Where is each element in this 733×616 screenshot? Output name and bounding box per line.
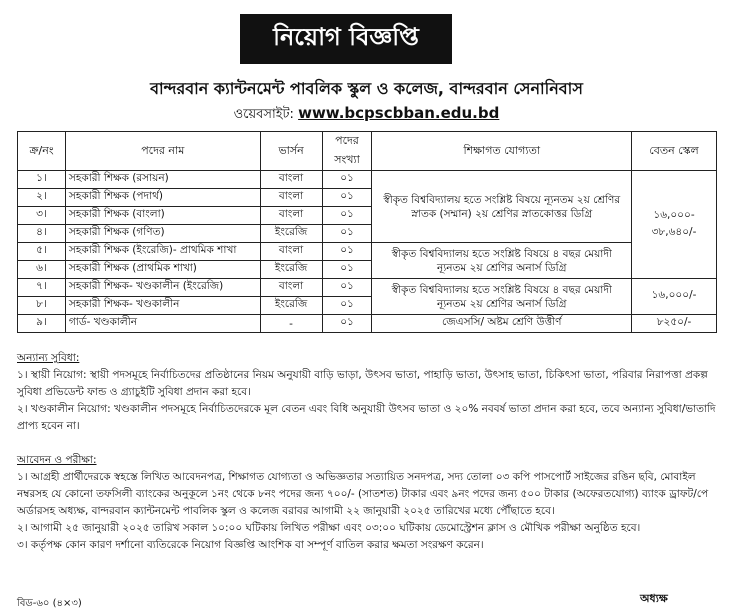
- table-row: [18, 243, 717, 261]
- qualification-cell: জেএসসি/ অষ্টম শ্রেণি উত্তীর্ণ: [372, 315, 632, 333]
- count-cell: ০১: [322, 315, 372, 333]
- version-cell: বাংলা: [260, 279, 322, 297]
- notice-title: নিয়োগ বিজ্ঞপ্তি: [240, 14, 452, 64]
- pay-scale-cell: ৮২৫০/-: [632, 315, 717, 333]
- header-version: ভার্সন: [260, 132, 322, 171]
- serial-cell: ৭।: [18, 279, 66, 297]
- organization-name: বান্দরবান ক্যান্টনমেন্ট পাবলিক স্কুল ও কলেজ, বান্দরবান সেনানিবাস: [150, 79, 583, 98]
- serial-cell: ৫।: [18, 243, 66, 261]
- count-cell: ০১: [322, 225, 372, 243]
- serial-cell: ৪।: [18, 225, 66, 243]
- post-cell: সহকারী শিক্ষক (প্রাথমিক শাখা): [65, 261, 260, 279]
- application-item: ১। আগ্রহী প্রার্থীদেরকে স্বহস্তে লিখিত আবেদনপত্র, শিক্ষাগত যোগ্যতা ও অভিজ্ঞতার সত্যায়িত সনদপত্র, সদ্য তোলা ০৩ কপি পাসপোর্ট সাইজের রঙিন ছবি, মোবাইল নম্বরসহ যে কোনো তফসিলী ব্যাংকের অনুকূলে ১নং থেকে ৮নং পদের জন্য ৭০০/- (সাতশত) টাকার এবং ৯নং পদের জন্য ৫০০ টাকার (অফেরতযোগ্য) ব্যাংক ড্রাফট/পে অর্ডারসহ অধ্যক্ষ, বান্দরবান ক্যান্টনমেন্ট পাবলিক স্কুল ও কলেজ বরাবর আগামী ২২ জানুয়ারী ২০২৫ তারিখের মধ্যে পৌঁছাতে হবে।: [17, 471, 709, 517]
- serial-cell: ৯।: [18, 315, 66, 333]
- version-cell: ইংরেজি: [260, 261, 322, 279]
- header-post-name: পদের নাম: [65, 132, 260, 171]
- qualification-cell: স্বীকৃত বিশ্ববিদ্যালয় হতে সংশ্লিষ্ট বিষয়ে ন্যূনতম ২য় শ্রেণির স্নাতক (সম্মান) ২য় শ্রেণির স্নাতকোত্তর ডিগ্রি: [372, 171, 632, 243]
- version-cell: -: [260, 315, 322, 333]
- benefit-item: ২। খণ্ডকালীন নিয়োগ: খণ্ডকালীন পদসমূহে নির্বাচিতদেরকে মূল বেতন এবং বিধি অনুযায়ী উৎসব ভাতা ও ২০% নববর্ষ ভাতা প্রদান করা হবে, তবে অন্যান্য সুবিধা/ভাতাদি প্রাপ্য হবেন না।: [17, 403, 716, 432]
- pay-scale-cell: ১৬,০০০- ৩৮,৬৪০/-: [632, 171, 717, 279]
- post-cell: সহকারী শিক্ষক (গণিত): [65, 225, 260, 243]
- post-cell: সহকারী শিক্ষক (ইংরেজি)- প্রাথমিক শাখা: [65, 243, 260, 261]
- count-cell: ০১: [322, 171, 372, 189]
- application-section: [17, 452, 717, 554]
- serial-cell: ৬।: [18, 261, 66, 279]
- other-benefits-heading: অন্যান্য সুবিধা:: [17, 352, 80, 364]
- header-serial: ক্র/নং: [18, 132, 66, 171]
- count-cell: ০১: [322, 279, 372, 297]
- count-cell: ০১: [322, 189, 372, 207]
- count-cell: ০১: [322, 207, 372, 225]
- version-cell: বাংলা: [260, 207, 322, 225]
- notice-code: বিড-৬০ (৪×৩): [17, 598, 82, 609]
- pay-scale-cell: ১৬,০০০/-: [632, 279, 717, 315]
- posts-table: [17, 131, 717, 333]
- count-cell: ০১: [322, 243, 372, 261]
- serial-cell: ৮।: [18, 297, 66, 315]
- version-cell: বাংলা: [260, 189, 322, 207]
- table-row: [18, 315, 717, 333]
- website-line: [0, 104, 733, 126]
- header-qualification: শিক্ষাগত যোগ্যতা: [372, 132, 632, 171]
- website-label: ওয়েবসাইট:: [233, 107, 294, 122]
- post-cell: সহকারী শিক্ষক (পদার্থ): [65, 189, 260, 207]
- application-heading: আবেদন ও পরীক্ষা:: [17, 454, 97, 466]
- post-cell: সহকারী শিক্ষক- খণ্ডকালীন (ইংরেজি): [65, 279, 260, 297]
- qualification-cell: স্বীকৃত বিশ্ববিদ্যালয় হতে সংশ্লিষ্ট বিষয়ে ৪ বছর মেয়াদী ন্যূনতম ২য় শ্রেণির অনার্স ডিগ্রি: [372, 243, 632, 279]
- qualification-cell: স্বীকৃত বিশ্ববিদ্যালয় হতে সংশ্লিষ্ট বিষয়ে ৪ বছর মেয়াদী ন্যূনতম ২য় শ্রেণির অনার্স ডিগ্রি: [372, 279, 632, 315]
- post-cell: সহকারী শিক্ষক- খণ্ডকালীন: [65, 297, 260, 315]
- signature-label: অধ্যক্ষ: [640, 592, 668, 605]
- serial-cell: ৩।: [18, 207, 66, 225]
- post-cell: গার্ড- খণ্ডকালীন: [65, 315, 260, 333]
- post-cell: সহকারী শিক্ষক (বাংলা): [65, 207, 260, 225]
- version-cell: ইংরেজি: [260, 225, 322, 243]
- version-cell: বাংলা: [260, 171, 322, 189]
- application-item: ২। আগামী ২৫ জানুয়ারী ২০২৫ তারিখ সকাল ১০:০০ ঘটিকায় লিখিত পরীক্ষা এবং ০৩:০০ ঘটিকায় ডেমোস্ট্রেশন ক্লাস ও মৌখিক পরীক্ষা অনুষ্ঠিত হবে।: [17, 522, 641, 534]
- count-cell: ০১: [322, 261, 372, 279]
- website-link[interactable]: www.bcpscbban.edu.bd: [298, 104, 500, 122]
- version-cell: বাংলা: [260, 243, 322, 261]
- table-row: [18, 279, 717, 297]
- count-cell: ০১: [322, 297, 372, 315]
- table-header-row: [18, 132, 717, 171]
- serial-cell: ১।: [18, 171, 66, 189]
- table-row: [18, 171, 717, 189]
- header-pay-scale: বেতন স্কেল: [632, 132, 717, 171]
- serial-cell: ২।: [18, 189, 66, 207]
- header-post-count: পদের সংখ্যা: [322, 132, 372, 171]
- application-item: ৩। কর্তৃপক্ষ কোন কারণ দর্শানো ব্যতিরেকে নিয়োগ বিজ্ঞপ্তি আংশিক বা সম্পূর্ণ বাতিল করার ক্ষমতা সংরক্ষণ করেন।: [17, 539, 484, 551]
- benefit-item: ১। স্থায়ী নিয়োগ: স্থায়ী পদসমূহে নির্বাচিতদের প্রতিষ্ঠানের নিয়ম অনুযায়ী বাড়ি ভাড়া, উৎসব ভাতা, পাহাড়ি ভাতা, উৎসাহ ভাতা, চিকিৎসা ভাতা, পরিবার নিরাপত্তা প্রকল্প সুবিধা প্রভিডেন্ট ফান্ড ও গ্র্যাচুইটি সুবিধা প্রদান করা হবে।: [17, 369, 708, 398]
- post-cell: সহকারী শিক্ষক (রসায়ন): [65, 171, 260, 189]
- version-cell: ইংরেজি: [260, 297, 322, 315]
- other-benefits-section: [17, 350, 717, 435]
